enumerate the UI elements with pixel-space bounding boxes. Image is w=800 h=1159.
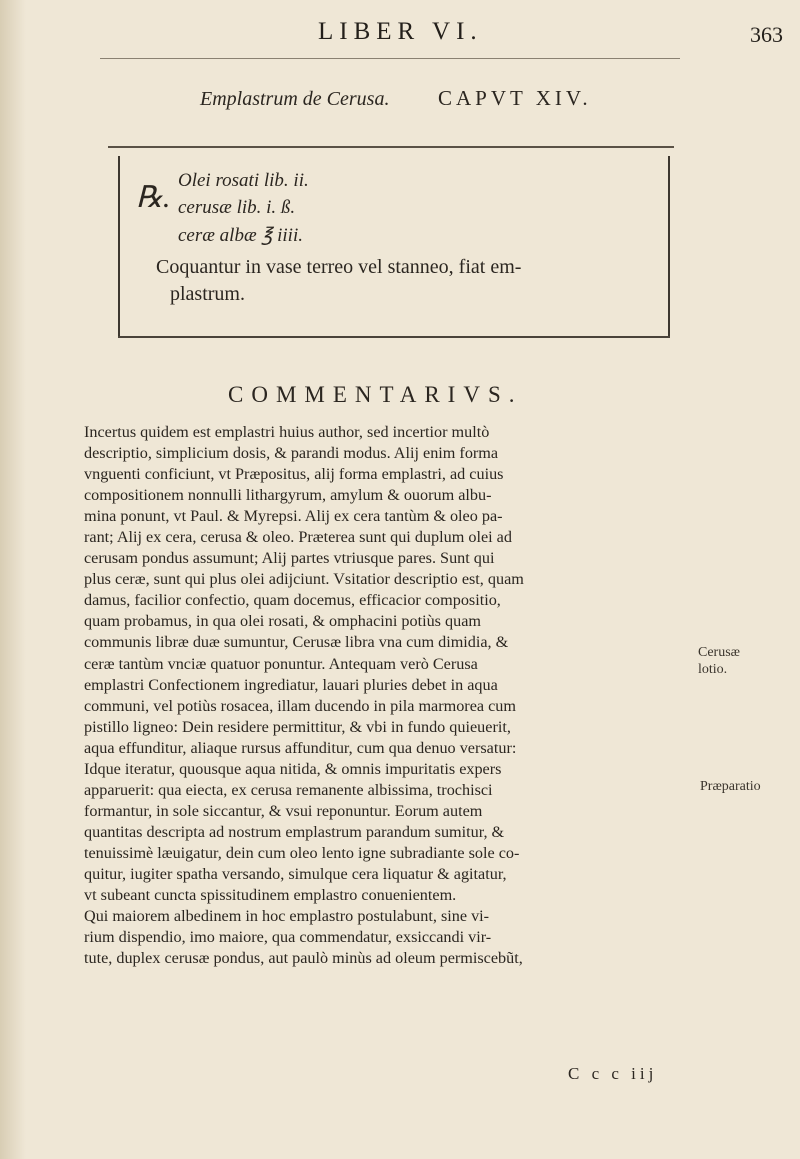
running-title: LIBER VI. (318, 18, 483, 45)
text-line: quitur, iugiter spatha versando, simulque cera liquatur & agitatur, (84, 864, 507, 883)
recipe-symbol: ℞. (136, 181, 171, 214)
text-line: mina ponunt, vt Paul. & Myrepsi. Alij ex cera tantùm & oleo pa- (84, 507, 503, 526)
text-line: emplastri Confectionem ingrediatur, lauari pluries debet in aqua (84, 675, 498, 694)
text-line: communi, vel potiùs rosacea, illam ducendo in pila marmorea cum (84, 696, 516, 715)
recipe-top-rule (108, 146, 674, 148)
margin-note: Præparatio (700, 779, 761, 794)
margin-note: Cerusæ lotio. (698, 645, 740, 677)
commentary-heading: COMMENTARIVS. (228, 382, 523, 407)
text-line: descriptio, simplicium dosis, & parandi modus. Alij enim forma (84, 444, 499, 463)
text-line: cerusam pondus assumunt; Alij partes vtriusque pares. Sunt qui (84, 549, 495, 568)
recipe-instruction (156, 254, 636, 308)
text-line: vnguenti conficiunt, vt Præpositus, alij forma emplastri, ad cuius (84, 465, 504, 484)
text-line: quam probamus, in qua olei rosati, & omphacini potiùs quam (84, 612, 481, 631)
text-line: Idque iteratur, quousque aqua nitida, & omnis impuritatis expers (84, 759, 502, 778)
text-line: damus, facilior confectio, quam docemus, efficacior compositio, (84, 591, 501, 610)
text-line: communis libræ duæ sumuntur, Cerusæ libra vna cum dimidia, & (84, 633, 509, 652)
text-line: aqua effunditur, aliaque rursus affunditur, cum qua denuo versatur: (84, 738, 517, 757)
header-rule (100, 58, 680, 59)
section-title: Emplastrum de Cerusa. (200, 88, 390, 110)
text-line: tenuissimè læuigatur, dein cum oleo lento igne subradiante sole co- (84, 843, 520, 862)
signature-mark: C c c iij (568, 1064, 658, 1083)
text-line: pistillo ligneo: Dein residere permittitur, & vbi in fundo quieuerit, (84, 717, 511, 736)
recipe-bottom-rule (118, 336, 670, 338)
text-line: tute, duplex cerusæ pondus, aut paulò minùs ad oleum permiscebũt, (84, 949, 523, 968)
running-head (0, 14, 800, 48)
chapter-label: CAPVT XIV. (438, 86, 592, 110)
commentary-body (84, 422, 684, 969)
text-line: ceræ tantùm vnciæ quatuor ponuntur. Antequam verò Cerusa (84, 654, 478, 673)
instruction-line: Coquantur in vase terreo vel stanneo, fiat em- (156, 256, 522, 278)
text-line: Qui maiorem albedinem in hoc emplastro postulabunt, sine vi- (84, 907, 490, 926)
text-line: compositionem nonnulli lithargyrum, amylum & ouorum albu- (84, 486, 492, 505)
recipe-line: ceræ albæ ℥ iiii. (178, 225, 303, 246)
instruction-line: plastrum. (170, 283, 245, 305)
text-line: rium dispendio, imo maiore, qua commendatur, exsiccandi vir- (84, 928, 492, 947)
section-heading (0, 84, 800, 118)
recipe-line: cerusæ lib. i. ß. (178, 197, 296, 218)
text-line: apparuerit: qua eiecta, ex cerusa remanente albissima, trochisci (84, 780, 493, 799)
page-edge (0, 0, 26, 1159)
text-line: plus ceræ, sunt qui plus olei adijciunt. Vsitatior descriptio est, quam (84, 570, 524, 589)
page-number: 363 (750, 22, 783, 47)
text-line: vt subeant cuncta spissitudinem emplastro conuenientem. (84, 886, 457, 905)
text-line: rant; Alij ex cera, cerusa & oleo. Præterea sunt qui duplum olei ad (84, 528, 512, 547)
text-line: quantitas descripta ad nostrum emplastrum parandum sumitur, & (84, 822, 505, 841)
text-line: formantur, in sole siccantur, & vsui reponuntur. Eorum autem (84, 801, 483, 820)
text-line: Incertus quidem est emplastri huius author, sed incertior multò (84, 423, 490, 441)
recipe-line: Olei rosati lib. ii. (178, 170, 309, 191)
